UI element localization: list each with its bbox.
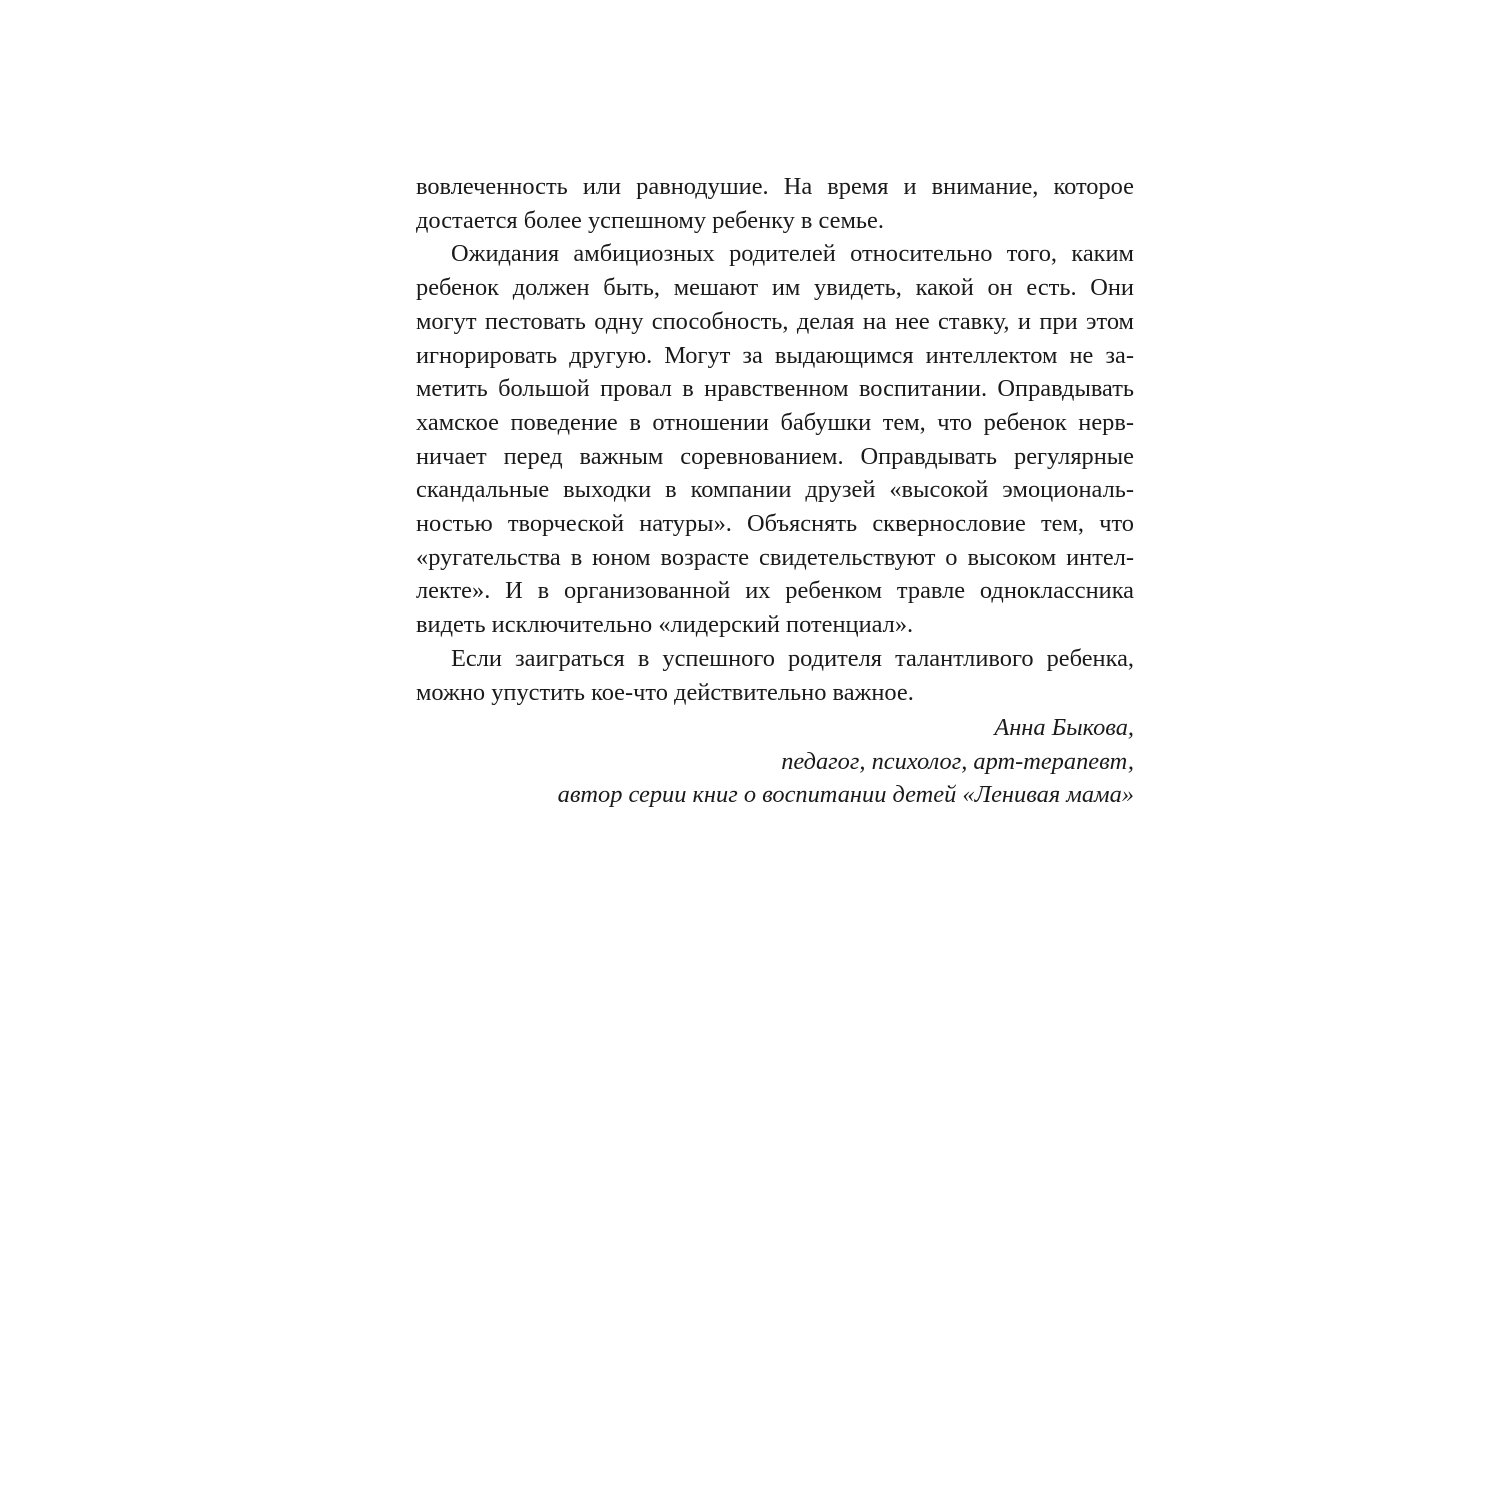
text-line: ребенок должен быть, мешают им увидеть, какой он есть. Они xyxy=(416,274,1134,302)
text-line: видеть исключительно «лидерский потенциал». xyxy=(416,611,914,639)
text-line: могут пестовать одну способность, делая на нее ставку, и при этом xyxy=(416,307,1134,335)
author-name: Анна Быкова, xyxy=(994,714,1134,742)
text-line: игнорировать другую. Могут за выдающимся интеллектом не за- xyxy=(416,341,1134,369)
author-roles: педагог, психолог, арт-терапевт, xyxy=(781,747,1134,775)
paragraph-3 xyxy=(416,642,1134,709)
text-line: Если заиграться в успешного родителя талантливого ребенка, xyxy=(451,644,1134,672)
text-line: метить большой провал в нравственном воспитании. Оправдывать xyxy=(416,375,1134,403)
text-line: Ожидания амбициозных родителей относительно того, каким xyxy=(451,240,1134,268)
paragraph-1 xyxy=(416,170,1134,237)
text-line: ничает перед важным соревнованием. Оправдывать регулярные xyxy=(416,442,1134,470)
text-line: вовлеченность или равнодушие. На время и внимание, которое xyxy=(416,173,1134,200)
text-line: лекте». И в организованной их ребенком травле одноклассника xyxy=(416,577,1134,605)
text-line: можно упустить кое-что действительно важное. xyxy=(416,678,914,706)
book-page xyxy=(416,170,1134,811)
text-line: скандальные выходки в компании друзей «высокой эмоциональ- xyxy=(416,476,1134,504)
paragraph-2 xyxy=(416,237,1134,641)
text-line: достается более успешному ребенку в семье. xyxy=(416,206,884,234)
author-signature xyxy=(416,711,1134,811)
text-line: хамское поведение в отношении бабушки тем, что ребенок нерв- xyxy=(416,408,1134,436)
text-line: «ругательства в юном возрасте свидетельствуют о высоком интел- xyxy=(416,543,1134,571)
text-line: ностью творческой натуры». Объяснять сквернословие тем, что xyxy=(416,510,1134,538)
author-work: автор серии книг о воспитании детей «Ленивая мама» xyxy=(557,781,1134,809)
